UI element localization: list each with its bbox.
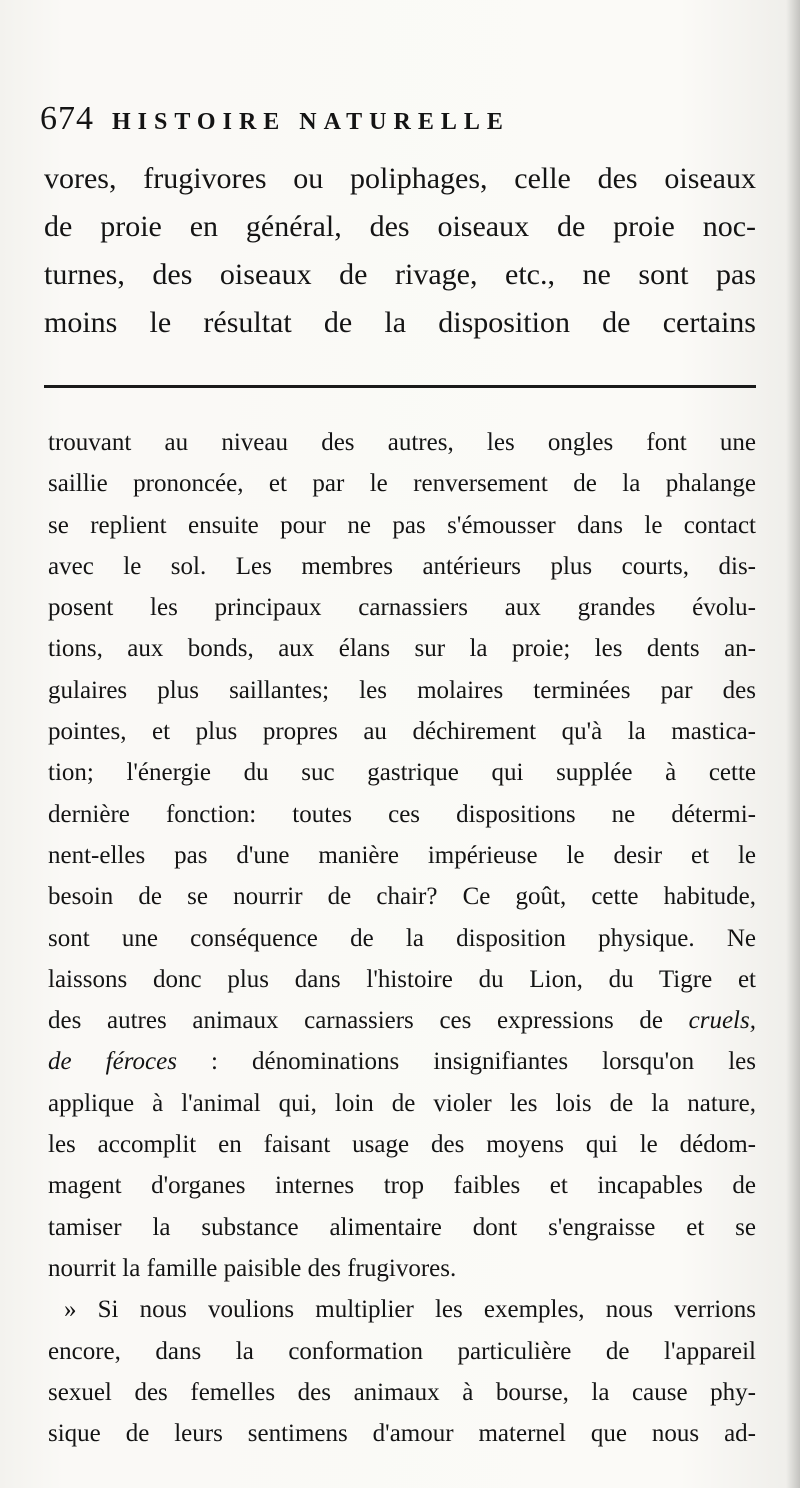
footnote-line: tions, aux bonds, aux élans sur la proie; les dents an- xyxy=(48,635,756,663)
text-line: moins le résultat de la disposition de certains xyxy=(44,306,756,339)
text-line: vores, frugivores ou poliphages, celle des oiseaux xyxy=(44,162,756,195)
footnote-line: sont une conséquence de la disposition physique. Ne xyxy=(48,924,756,952)
line-rest: : dénominations insignifiantes lorsqu'on les xyxy=(176,1048,756,1076)
footnote-line: encore, dans la conformation particulière de l'appareil xyxy=(48,1337,756,1365)
footnote-line: les accomplit en faisant usage des moyens qui le dédom- xyxy=(48,1131,756,1159)
line-text: des autres animaux carnassiers ces expressions de xyxy=(48,1007,663,1035)
footnote-line-with-italic xyxy=(48,1000,756,1041)
footnote-line: dernière fonction: toutes ces dispositions ne détermi- xyxy=(48,800,756,828)
footnote-line: avec le sol. Les membres antérieurs plus courts, dis- xyxy=(48,552,756,580)
footnote-line: laissons donc plus dans l'histoire du Lion, du Tigre et xyxy=(48,965,756,993)
footnote-line: tamiser la substance alimentaire dont s'engraisse et se xyxy=(48,1213,756,1241)
footnote-line: se replient ensuite pour ne pas s'émousser dans le contact xyxy=(48,511,756,539)
footnote-line: nourrit la famille paisible des frugivores. xyxy=(48,1254,457,1282)
running-title: HISTOIRE NATURELLE xyxy=(112,109,510,135)
text-line: de proie en général, des oiseaux de proie noc- xyxy=(44,210,756,243)
footnote-line: nent-elles pas d'une manière impérieuse le desir et le xyxy=(48,841,756,869)
italic-word: cruels, xyxy=(688,1007,756,1035)
footnote-line: saillie prononcée, et par le renversement de la phalange xyxy=(48,470,756,498)
footnote-line: tion; l'énergie du suc gastrique qui supplée à cette xyxy=(48,759,756,787)
footnote-line: magent d'organes internes trop faibles et incapables de xyxy=(48,1172,756,1200)
page-spine-shadow xyxy=(786,0,800,1488)
footnote-line: » Si nous voulions multiplier les exemples, nous verrions xyxy=(64,1296,756,1324)
page-number: 674 xyxy=(40,100,94,137)
text-line: turnes, des oiseaux de rivage, etc., ne sont pas xyxy=(44,258,756,291)
italic-phrase: de féroces xyxy=(48,1048,177,1076)
footnote-separator-rule xyxy=(44,385,756,388)
main-text-continuation xyxy=(44,155,756,347)
page-header xyxy=(40,100,760,140)
footnote-line: besoin de se nourrir de chair? Ce goût, cette habitude, xyxy=(48,883,756,911)
footnote-line: applique à l'animal qui, loin de violer les lois de la nature, xyxy=(48,1089,756,1117)
footnote-line: trouvant au niveau des autres, les ongles font une xyxy=(48,429,756,456)
footnote-line: sexuel des femelles des animaux à bourse, la cause phy- xyxy=(48,1378,756,1406)
footnote-line: sique de leurs sentimens d'amour maternel que nous ad- xyxy=(48,1420,756,1448)
footnote-line xyxy=(48,1041,756,1082)
footnote-text xyxy=(48,422,756,1454)
footnote-line: gulaires plus saillantes; les molaires terminées par des xyxy=(48,676,756,704)
footnote-line: posent les principaux carnassiers aux grandes évolu- xyxy=(48,594,756,622)
footnote-line: pointes, et plus propres au déchirement qu'à la mastica- xyxy=(48,718,756,746)
